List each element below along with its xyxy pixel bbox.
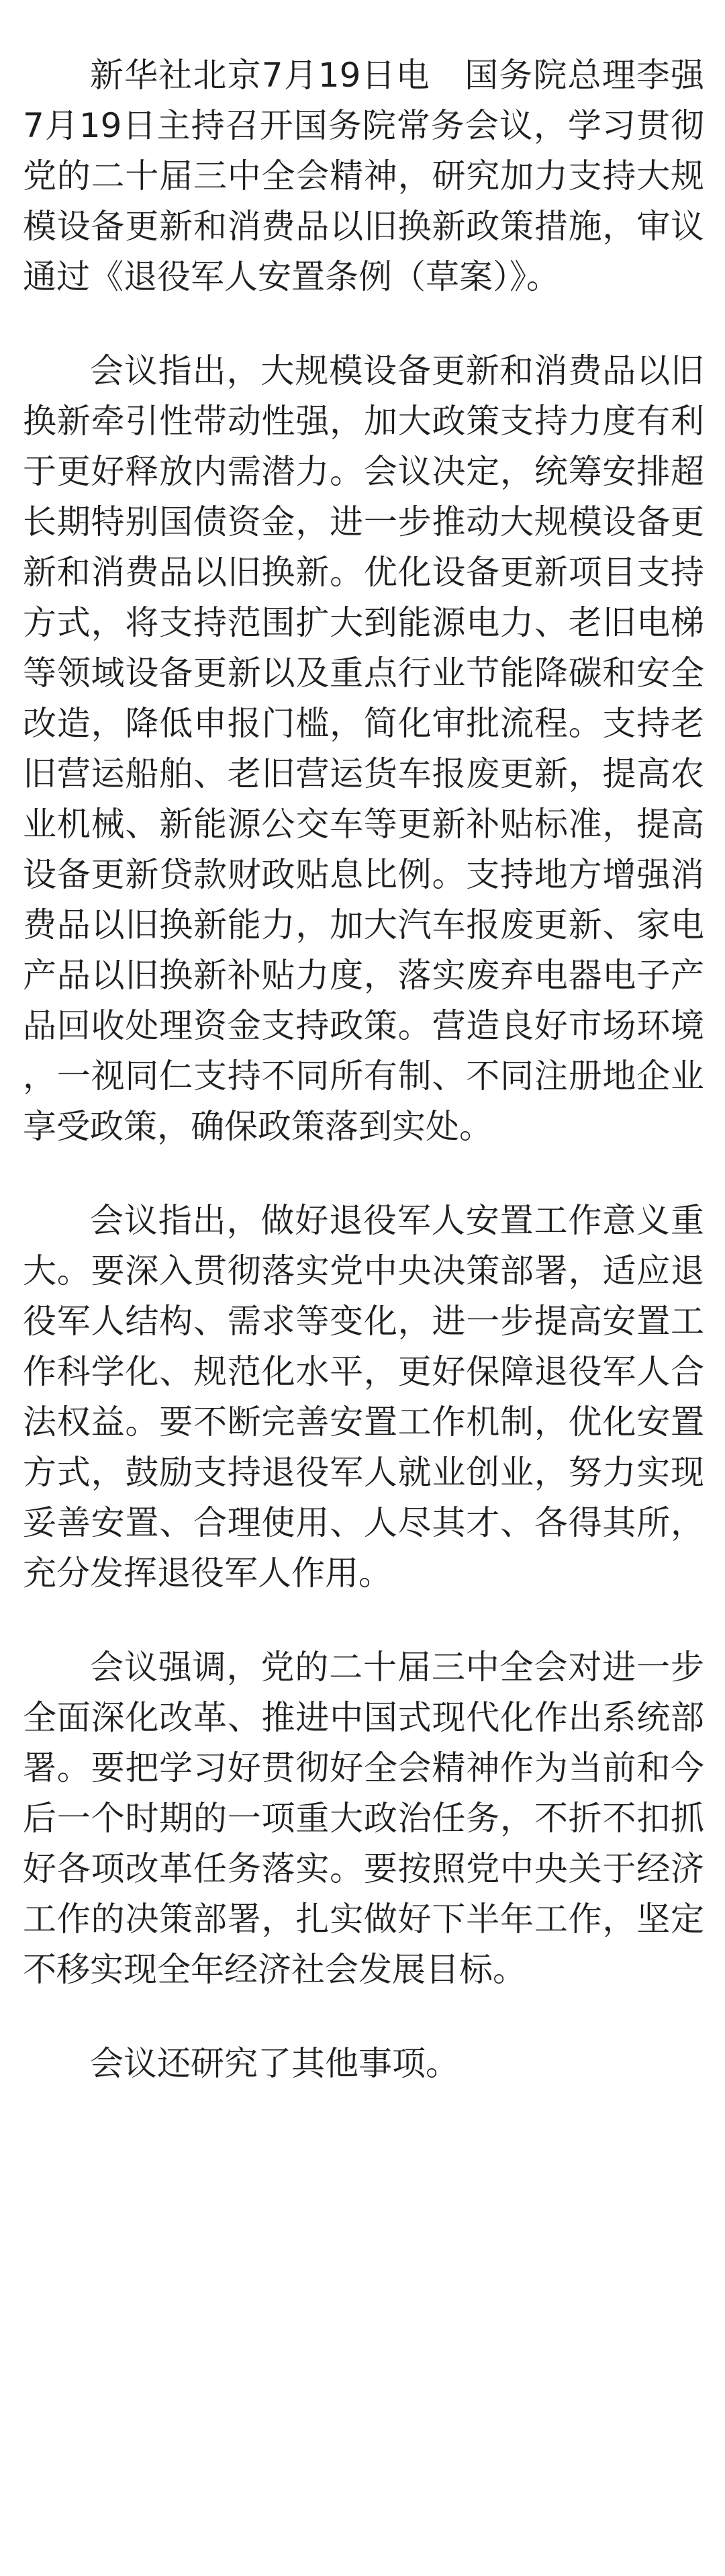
- paragraph-opening: 新华社北京7月19日电 国务院总理李强7月19日主持召开国务院常务会议，学习贯彻党的二十届三中全会精神，研究加力支持大规模设备更新和消费品以旧换新政策措施，审议通过《退役军人安置条例（草案）》。: [23, 56, 704, 296]
- paragraph-other-matters: 会议还研究了其他事项。: [90, 2044, 459, 2083]
- paragraph-equipment-renewal: 会议指出，大规模设备更新和消费品以旧换新牵引性带动性强，加大政策支持力度有利于更好释放内需潜力。会议决定，统筹安排超长期特别国债资金，进一步推动大规模设备更新和消费品以旧换新。优化设备更新项目支持方式，将支持范围扩大到能源电力、老旧电梯等领域设备更新以及重点行业节能降碳和安全改造，降低申报门槛，简化审批流程。支持老旧营运船舶、老旧营运货车报废更新，提高农业机械、新能源公交车等更新补贴标准，提高设备更新贷款财政贴息比例。支持地方增强消费品以旧换新能力，加大汽车报废更新、家电产品以旧换新补贴力度，落实废弃电器电子产品回收处理资金支持政策。营造良好市场环境，一视同仁支持不同所有制、不同注册地企业享受政策，确保政策落到实处。: [23, 351, 704, 1146]
- paragraph-plenum-emphasis: 会议强调，党的二十届三中全会对进一步全面深化改革、推进中国式现代化作出系统部署。要把学习好贯彻好全会精神作为当前和今后一个时期的一项重大政治任务，不折不扣抓好各项改革任务落实。要按照党中央关于经济工作的决策部署，扎实做好下半年工作，坚定不移实现全年经济社会发展目标。: [23, 1648, 704, 1989]
- paragraph-veterans-placement: 会议指出，做好退役军人安置工作意义重大。要深入贯彻落实党中央决策部署，适应退役军人结构、需求等变化，进一步提高安置工作科学化、规范化水平，更好保障退役军人合法权益。要不断完善安置工作机制，优化安置方式，鼓励支持退役军人就业创业，努力实现妥善安置、合理使用、人尽其才、各得其所，充分发挥退役军人作用。: [23, 1201, 704, 1593]
- article-body: [23, 50, 704, 2089]
